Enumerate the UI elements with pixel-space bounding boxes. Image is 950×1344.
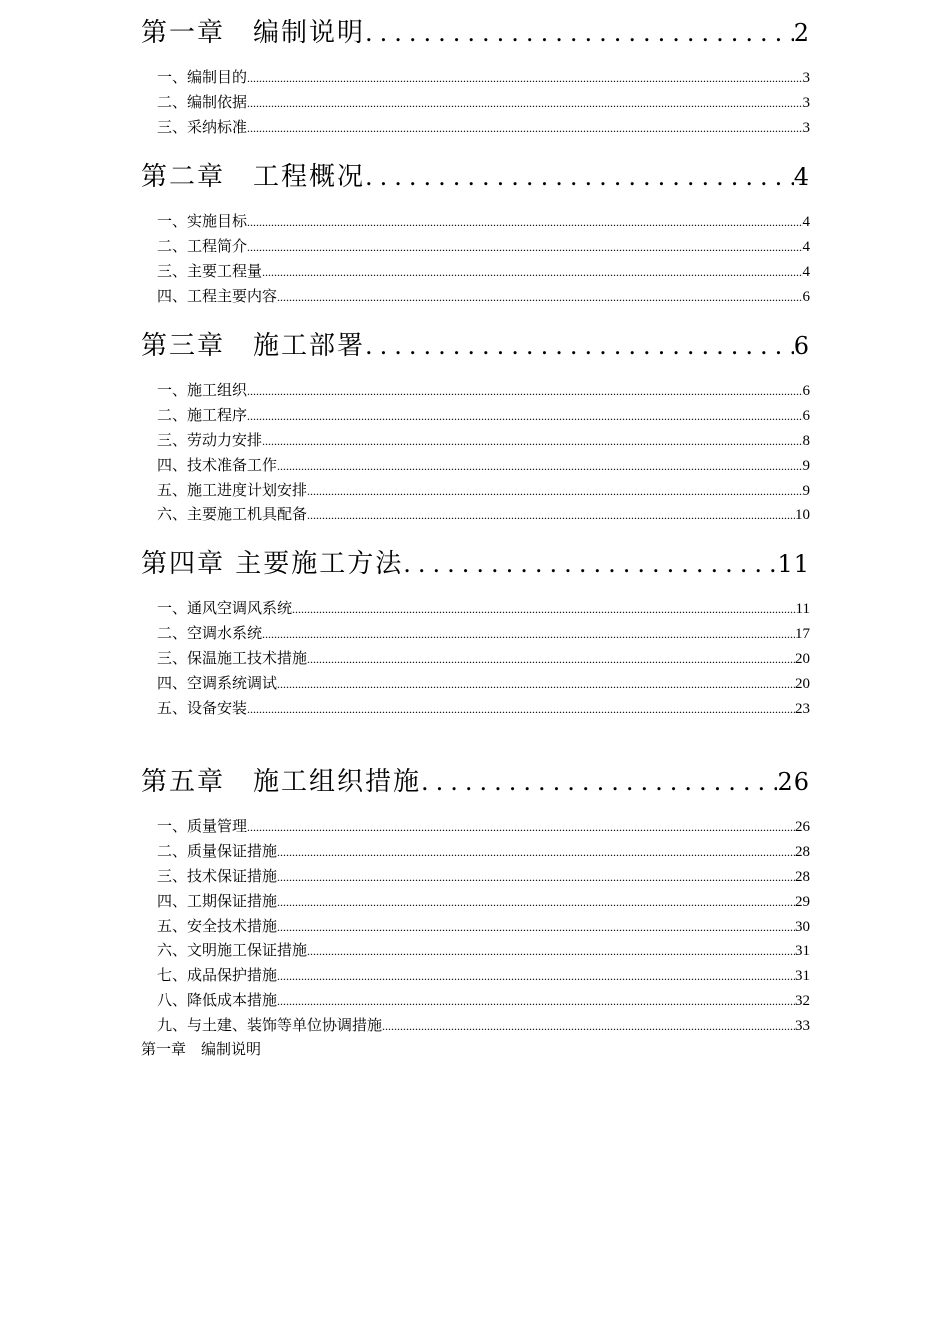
entry-label: 六、文明施工保证措施: [157, 943, 308, 960]
entry-page-number: 6: [802, 288, 810, 305]
chapter-title: 第三章 施工部署: [141, 331, 366, 359]
chapter-heading[interactable]: [141, 156, 810, 190]
chapter-page-number: 2: [793, 19, 810, 46]
chapter-title: 第一章 编制说明: [141, 18, 366, 46]
dot-leader: [247, 240, 802, 255]
entry-page-number: 26: [795, 819, 810, 835]
entry-page-number: 17: [795, 625, 810, 642]
dot-leader: [277, 870, 795, 885]
chapter-page-number: 4: [793, 163, 810, 190]
entry-label: 二、编制依据: [157, 94, 248, 111]
entry-label: 一、质量管理: [157, 819, 248, 835]
entry-page-number: 33: [795, 1018, 810, 1035]
toc-entry[interactable]: [157, 697, 810, 722]
toc-entry[interactable]: [157, 210, 810, 235]
toc-entry[interactable]: [157, 989, 810, 1014]
dot-leader: [365, 332, 794, 359]
entry-page-number: 3: [802, 94, 810, 111]
dot-leader: [247, 96, 802, 111]
entry-page-number: 20: [795, 675, 810, 692]
toc-entry[interactable]: [157, 890, 810, 915]
chapter-section: [141, 156, 810, 310]
entry-label: 二、工程简介: [157, 238, 248, 255]
entry-page-number: 9: [802, 482, 810, 499]
entry-label: 二、施工程序: [157, 407, 248, 424]
entry-label: 四、技术准备工作: [157, 457, 278, 474]
entry-label: 九、与土建、装饰等单位协调措施: [157, 1018, 383, 1035]
toc-entry[interactable]: [157, 939, 810, 964]
entry-label: 一、施工组织: [157, 383, 248, 399]
toc-entry[interactable]: [157, 235, 810, 260]
dot-leader: [403, 550, 777, 577]
dot-leader: [247, 384, 802, 399]
toc-entry[interactable]: [157, 672, 810, 697]
entry-label: 一、通风空调风系统: [157, 601, 293, 617]
entry-page-number: 31: [795, 943, 810, 960]
chapter-section: [141, 325, 810, 528]
dot-leader: [247, 820, 795, 835]
entry-page-number: 9: [802, 457, 810, 474]
toc-entry[interactable]: [157, 116, 810, 141]
toc-entry[interactable]: [157, 840, 810, 865]
chapter-section: [141, 12, 810, 141]
dot-leader: [247, 71, 802, 86]
dot-leader: [247, 121, 802, 136]
dot-leader: [277, 920, 795, 935]
dot-leader: [247, 409, 802, 424]
entry-page-number: 3: [802, 119, 810, 136]
toc-entry[interactable]: [157, 915, 810, 940]
dot-leader: [307, 508, 795, 523]
chapter-heading[interactable]: [141, 761, 810, 795]
dot-leader: [365, 19, 794, 46]
dot-leader: [277, 994, 795, 1009]
dot-leader: [421, 768, 777, 795]
chapter-heading[interactable]: [141, 543, 810, 577]
toc-entry[interactable]: [157, 429, 810, 454]
entry-label: 三、劳动力安排: [157, 432, 263, 449]
entry-page-number: 30: [795, 918, 810, 935]
entry-page-number: 20: [795, 650, 810, 667]
chapter-heading[interactable]: [141, 12, 810, 46]
dot-leader: [277, 845, 795, 860]
chapter-heading[interactable]: [141, 325, 810, 359]
entry-label: 三、技术保证措施: [157, 868, 278, 885]
entry-page-number: 4: [802, 263, 810, 280]
entry-label: 四、工期保证措施: [157, 893, 278, 910]
chapter-page-number: 6: [793, 332, 810, 359]
dot-leader: [277, 895, 795, 910]
entry-label: 一、实施目标: [157, 214, 248, 230]
dot-leader: [262, 434, 802, 449]
toc-entry[interactable]: [157, 815, 810, 840]
dot-leader: [277, 459, 802, 474]
dot-leader: [307, 652, 795, 667]
entry-label: 一、编制目的: [157, 70, 248, 86]
toc-entry[interactable]: [157, 479, 810, 504]
chapter-title: 第二章 工程概况: [141, 162, 366, 190]
toc-entry[interactable]: [157, 622, 810, 647]
chapter-page-number: 26: [777, 768, 810, 795]
toc-entry[interactable]: [157, 454, 810, 479]
dot-leader: [277, 677, 795, 692]
dot-leader: [292, 602, 796, 617]
dot-leader: [277, 290, 802, 305]
dot-leader: [262, 265, 802, 280]
entry-page-number: 28: [795, 843, 810, 860]
dot-leader: [247, 702, 795, 717]
toc-entry[interactable]: [157, 91, 810, 116]
entry-page-number: 11: [795, 601, 810, 617]
entry-label: 四、工程主要内容: [157, 288, 278, 305]
dot-leader: [382, 1019, 795, 1034]
entry-page-number: 28: [795, 868, 810, 885]
entry-label: 三、采纳标准: [157, 119, 248, 136]
entry-label: 四、空调系统调试: [157, 675, 278, 692]
toc-entry[interactable]: [157, 647, 810, 672]
entry-page-number: 4: [802, 238, 810, 255]
entry-label: 七、成品保护措施: [157, 968, 278, 985]
entry-page-number: 10: [795, 507, 810, 524]
dot-leader: [247, 215, 802, 230]
toc-entry[interactable]: [157, 597, 810, 622]
chapter-title: 第五章 施工组织措施: [141, 767, 422, 795]
entry-label: 五、设备安装: [157, 700, 248, 717]
entry-page-number: 23: [795, 700, 810, 717]
chapter-section: [141, 543, 810, 721]
toc-entry[interactable]: [157, 503, 810, 528]
entry-page-number: 4: [802, 214, 810, 230]
entry-page-number: 32: [795, 993, 810, 1010]
entry-page-number: 8: [802, 432, 810, 449]
entry-label: 三、保温施工技术措施: [157, 650, 308, 667]
dot-leader: [277, 969, 795, 984]
entry-label: 二、空调水系统: [157, 625, 263, 642]
chapter-page-number: 11: [777, 550, 810, 577]
entry-label: 五、施工进度计划安排: [157, 482, 308, 499]
entry-page-number: 6: [802, 383, 810, 399]
toc-entry[interactable]: [157, 1014, 810, 1039]
dot-leader: [307, 484, 802, 499]
toc-entry[interactable]: [157, 964, 810, 989]
entry-page-number: 29: [795, 893, 810, 910]
entry-page-number: 6: [802, 407, 810, 424]
entry-label: 二、质量保证措施: [157, 843, 278, 860]
toc-entry[interactable]: [157, 285, 810, 310]
body-start-heading: 第一章 编制说明: [141, 1042, 262, 1058]
entry-label: 六、主要施工机具配备: [157, 507, 308, 524]
chapter-title: 第四章 主要施工方法: [141, 549, 404, 577]
entry-label: 八、降低成本措施: [157, 993, 278, 1010]
entry-page-number: 31: [795, 968, 810, 985]
dot-leader: [365, 163, 794, 190]
toc-entry[interactable]: [157, 865, 810, 890]
entry-label: 三、主要工程量: [157, 263, 263, 280]
chapter-section: [141, 761, 810, 1039]
toc-entry[interactable]: [157, 379, 810, 404]
dot-leader: [307, 944, 795, 959]
entry-label: 五、安全技术措施: [157, 918, 278, 935]
entry-page-number: 3: [802, 70, 810, 86]
toc-entry[interactable]: [157, 404, 810, 429]
toc-entry[interactable]: [157, 66, 810, 91]
toc-entry[interactable]: [157, 260, 810, 285]
dot-leader: [262, 627, 795, 642]
